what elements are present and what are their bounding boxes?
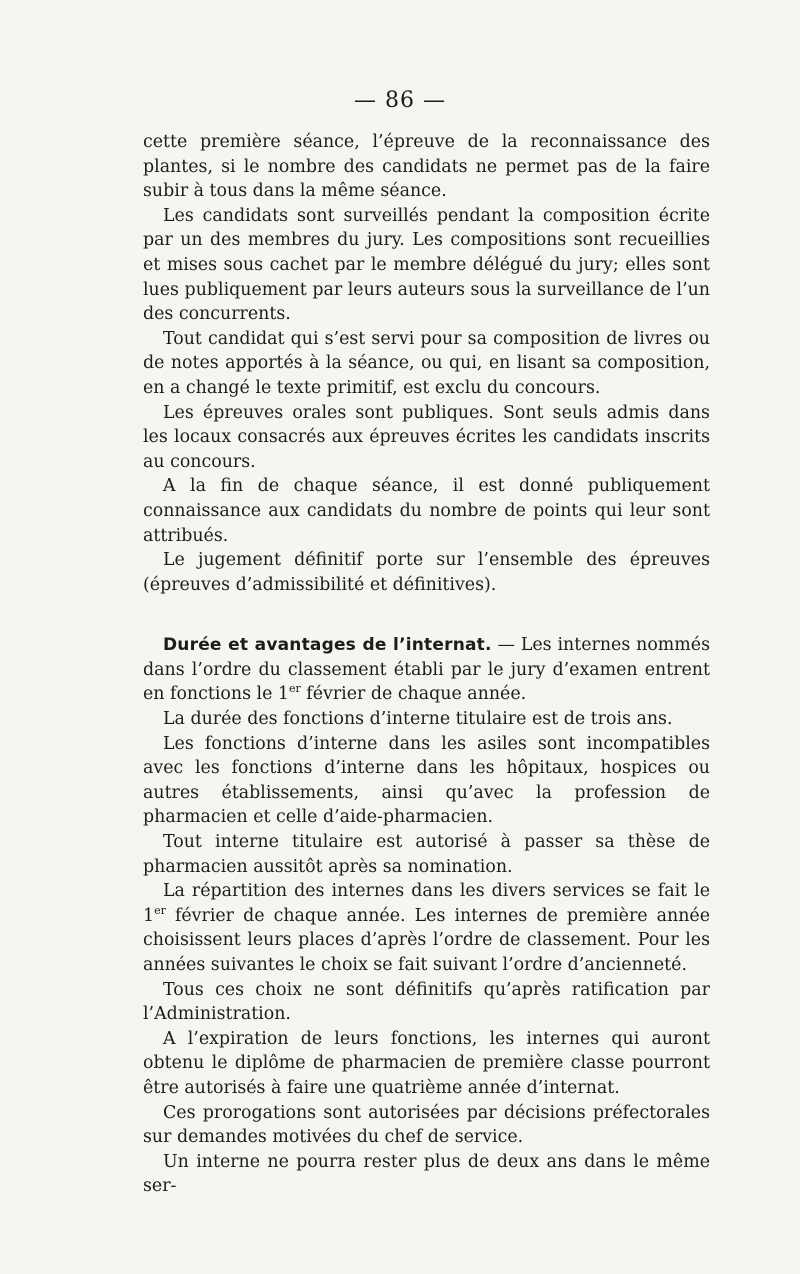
paragraph: Les épreuves orales sont publiques. Sont seuls admis dans les locaux consacrés aux épreuves écrites les candidats inscrits au concours. (143, 402, 710, 472)
section-heading: Durée et avantages de l’internat. (163, 635, 492, 656)
paragraph (143, 879, 710, 977)
paragraph-text: février de chaque année. Les internes de première année choisissent leurs places d’après l’ordre de classement. Pour les années suivantes le choix se fait suivant l’ordre d’ancienneté. (143, 905, 710, 975)
paragraph: Les fonctions d’interne dans les asiles sont incompatibles avec les fonctions d’interne dans les hôpitaux, hospices ou autres établissements, ainsi qu’avec la profession de pharmacien et celle d’aide-pharmacien. (143, 733, 710, 828)
paragraph: A l’expiration de leurs fonctions, les internes qui auront obtenu le diplôme de pharmacien de première classe pourront être autorisés à faire une quatrième année d’internat. (143, 1028, 710, 1098)
body-text (143, 130, 710, 1199)
paragraph-text: — Les internes nommés dans l’ordre du classement établi par le jury d’examen entrent en fonctions le 1 (143, 635, 711, 705)
paragraph: A la fin de chaque séance, il est donné publiquement connaissance aux candidats du nombre de points qui leur sont attribués. (143, 476, 710, 546)
paragraph: cette première séance, l’épreuve de la reconnaissance des plantes, si le nombre des candidats ne permet pas de la faire subir à tous dans la même séance. (143, 132, 710, 202)
paragraph: Ces prorogations sont autorisées par décisions préfectorales sur demandes motivées du chef de service. (143, 1102, 710, 1148)
page-number: — 86 — (354, 88, 446, 113)
paragraph-text: février de chaque année. (300, 684, 527, 705)
paragraph: Tout interne titulaire est autorisé à passer sa thèse de pharmacien aussitôt après sa nomination. (143, 832, 710, 877)
ordinal-suffix: er (154, 904, 166, 918)
paragraph: Un interne ne pourra rester plus de deux ans dans le même ser- (143, 1151, 710, 1197)
paragraph: Tout candidat qui s’est servi pour sa composition de livres ou de notes apportés à la séance, ou qui, en lisant sa composition, en a changé le texte primitif, est exclu du concours. (143, 328, 710, 398)
paragraph-text: La répartition des internes dans les divers services se fait le 1 (143, 881, 710, 926)
paragraph: Les candidats sont surveillés pendant la composition écrite par un des membres du jury. Les compositions sont recueillies et mises sous cachet par le membre délégué du jury; elles sont lues publiquement par leurs auteurs sous la surveillance de l’un des concurrents. (143, 205, 710, 325)
section-paragraph (143, 633, 710, 707)
paragraph: Le jugement définitif porte sur l’ensemble des épreuves (épreuves d’admissibilité et définitives). (143, 550, 710, 595)
paragraph: La durée des fonctions d’interne titulaire est de trois ans. (163, 709, 673, 730)
paragraph: Tous ces choix ne sont définitifs qu’après ratification par l’Administration. (143, 979, 710, 1025)
ordinal-suffix: er (289, 682, 301, 696)
